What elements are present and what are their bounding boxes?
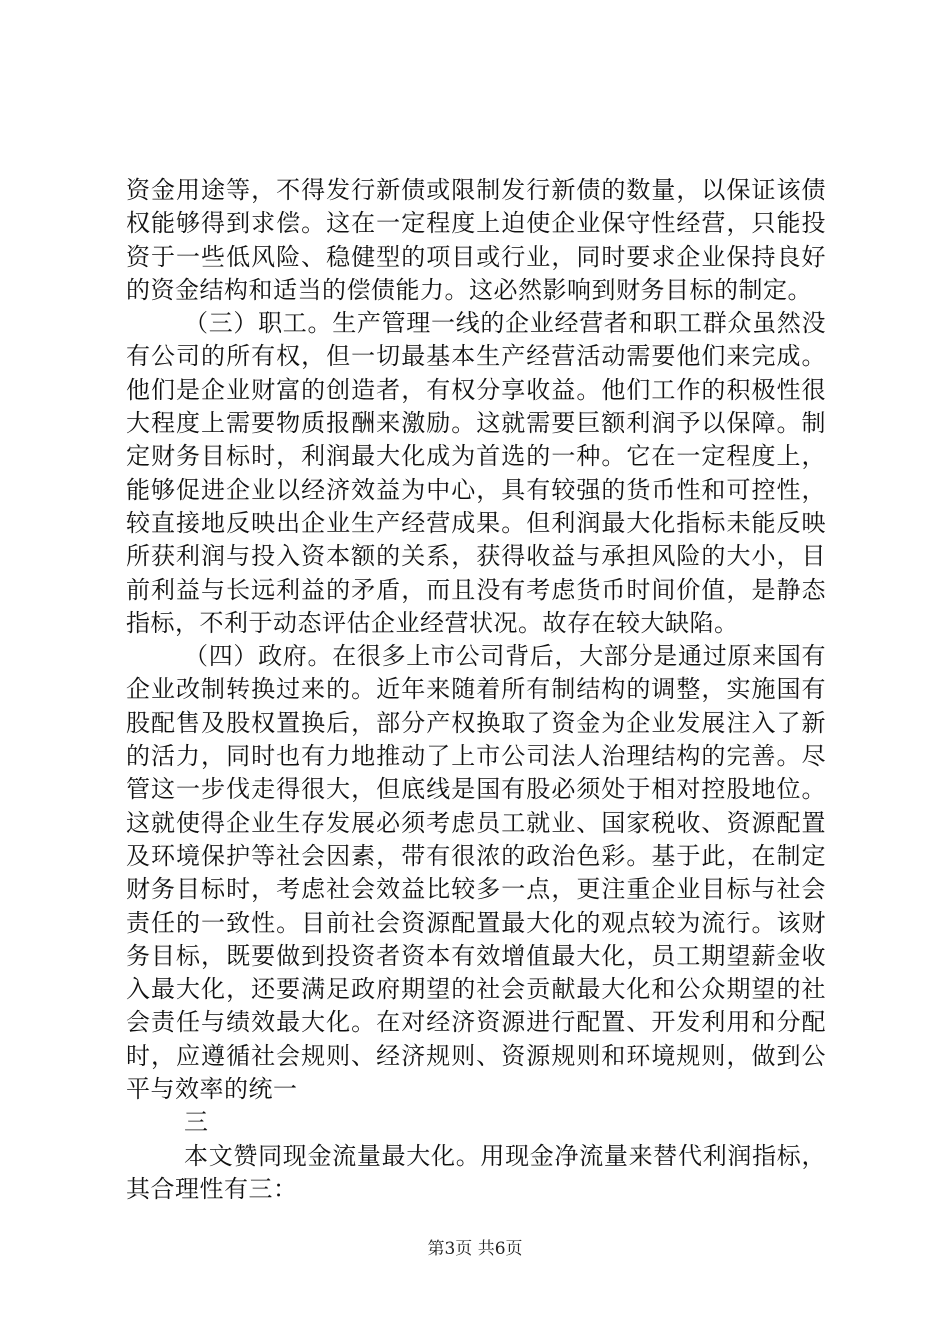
paragraph-government: （四）政府。在很多上市公司背后，大部分是通过原来国有企业改制转换过来的。近年来随着所有制结构的调整，实施国有股配售及股权置换后，部分产权换取了资金为企业发展注入了新的活力，同时也有力地推动了上市公司法人治理结构的完善。尽管这一步伐走得很大，但底线是国有股必须处于相对控股地位。这就使得企业生存发展必须考虑员工就业、国家税收、资源配置及环境保护等社会因素，带有很浓的政治色彩。基于此，在制定财务目标时，考虑社会效益比较多一点，更注重企业目标与社会责任的一致性。目前社会资源配置最大化的观点较为流行。该财务目标，既要做到投资者资本有效增值最大化，员工期望薪金收入最大化，还要满足政府期望的社会贡献最大化和公众期望的社会责任与绩效最大化。在对经济资源进行配置、开发利用和分配时，应遵循社会规则、经济规则、资源规则和环境规则，做到公平与效率的统一 (126, 642, 826, 1104)
paragraph-creditors-continued: 资金用途等，不得发行新债或限制发行新债的数量，以保证该债权能够得到求偿。这在一定程度上迫使企业保守性经营，只能投资于一些低风险、稳健型的项目或行业，同时要求企业保持良好的资金结构和适当的偿债能力。这必然影响到财务目标的制定。 (126, 176, 826, 304)
section-heading-three: 三 (184, 1108, 209, 1137)
paragraph-employees: （三）职工。生产管理一线的企业经营者和职工群众虽然没有公司的所有权，但一切最基本生产经营活动需要他们来完成。他们是企业财富的创造者，有权分享收益。他们工作的积极性很大程度上需要物质报酬来激励。这就需要巨额利润予以保障。制定财务目标时，利润最大化成为首选的一种。它在一定程度上，能够促进企业以经济效益为中心，具有较强的货币性和可控性，较直接地反映出企业生产经营成果。但利润最大化指标未能反映所获利润与投入资本额的关系，获得收益与承担风险的大小，目前利益与长远利益的矛盾，而且没有考虑货币时间价值，是静态指标，不利于动态评估企业经营状况。故存在较大缺陷。 (126, 309, 826, 637)
page-footer: 第3页 共6页 (427, 1239, 523, 1259)
paragraph-cash-flow: 本文赞同现金流量最大化。用现金净流量来替代利润指标，其合理性有三： (126, 1141, 826, 1203)
document-body (126, 174, 826, 1206)
